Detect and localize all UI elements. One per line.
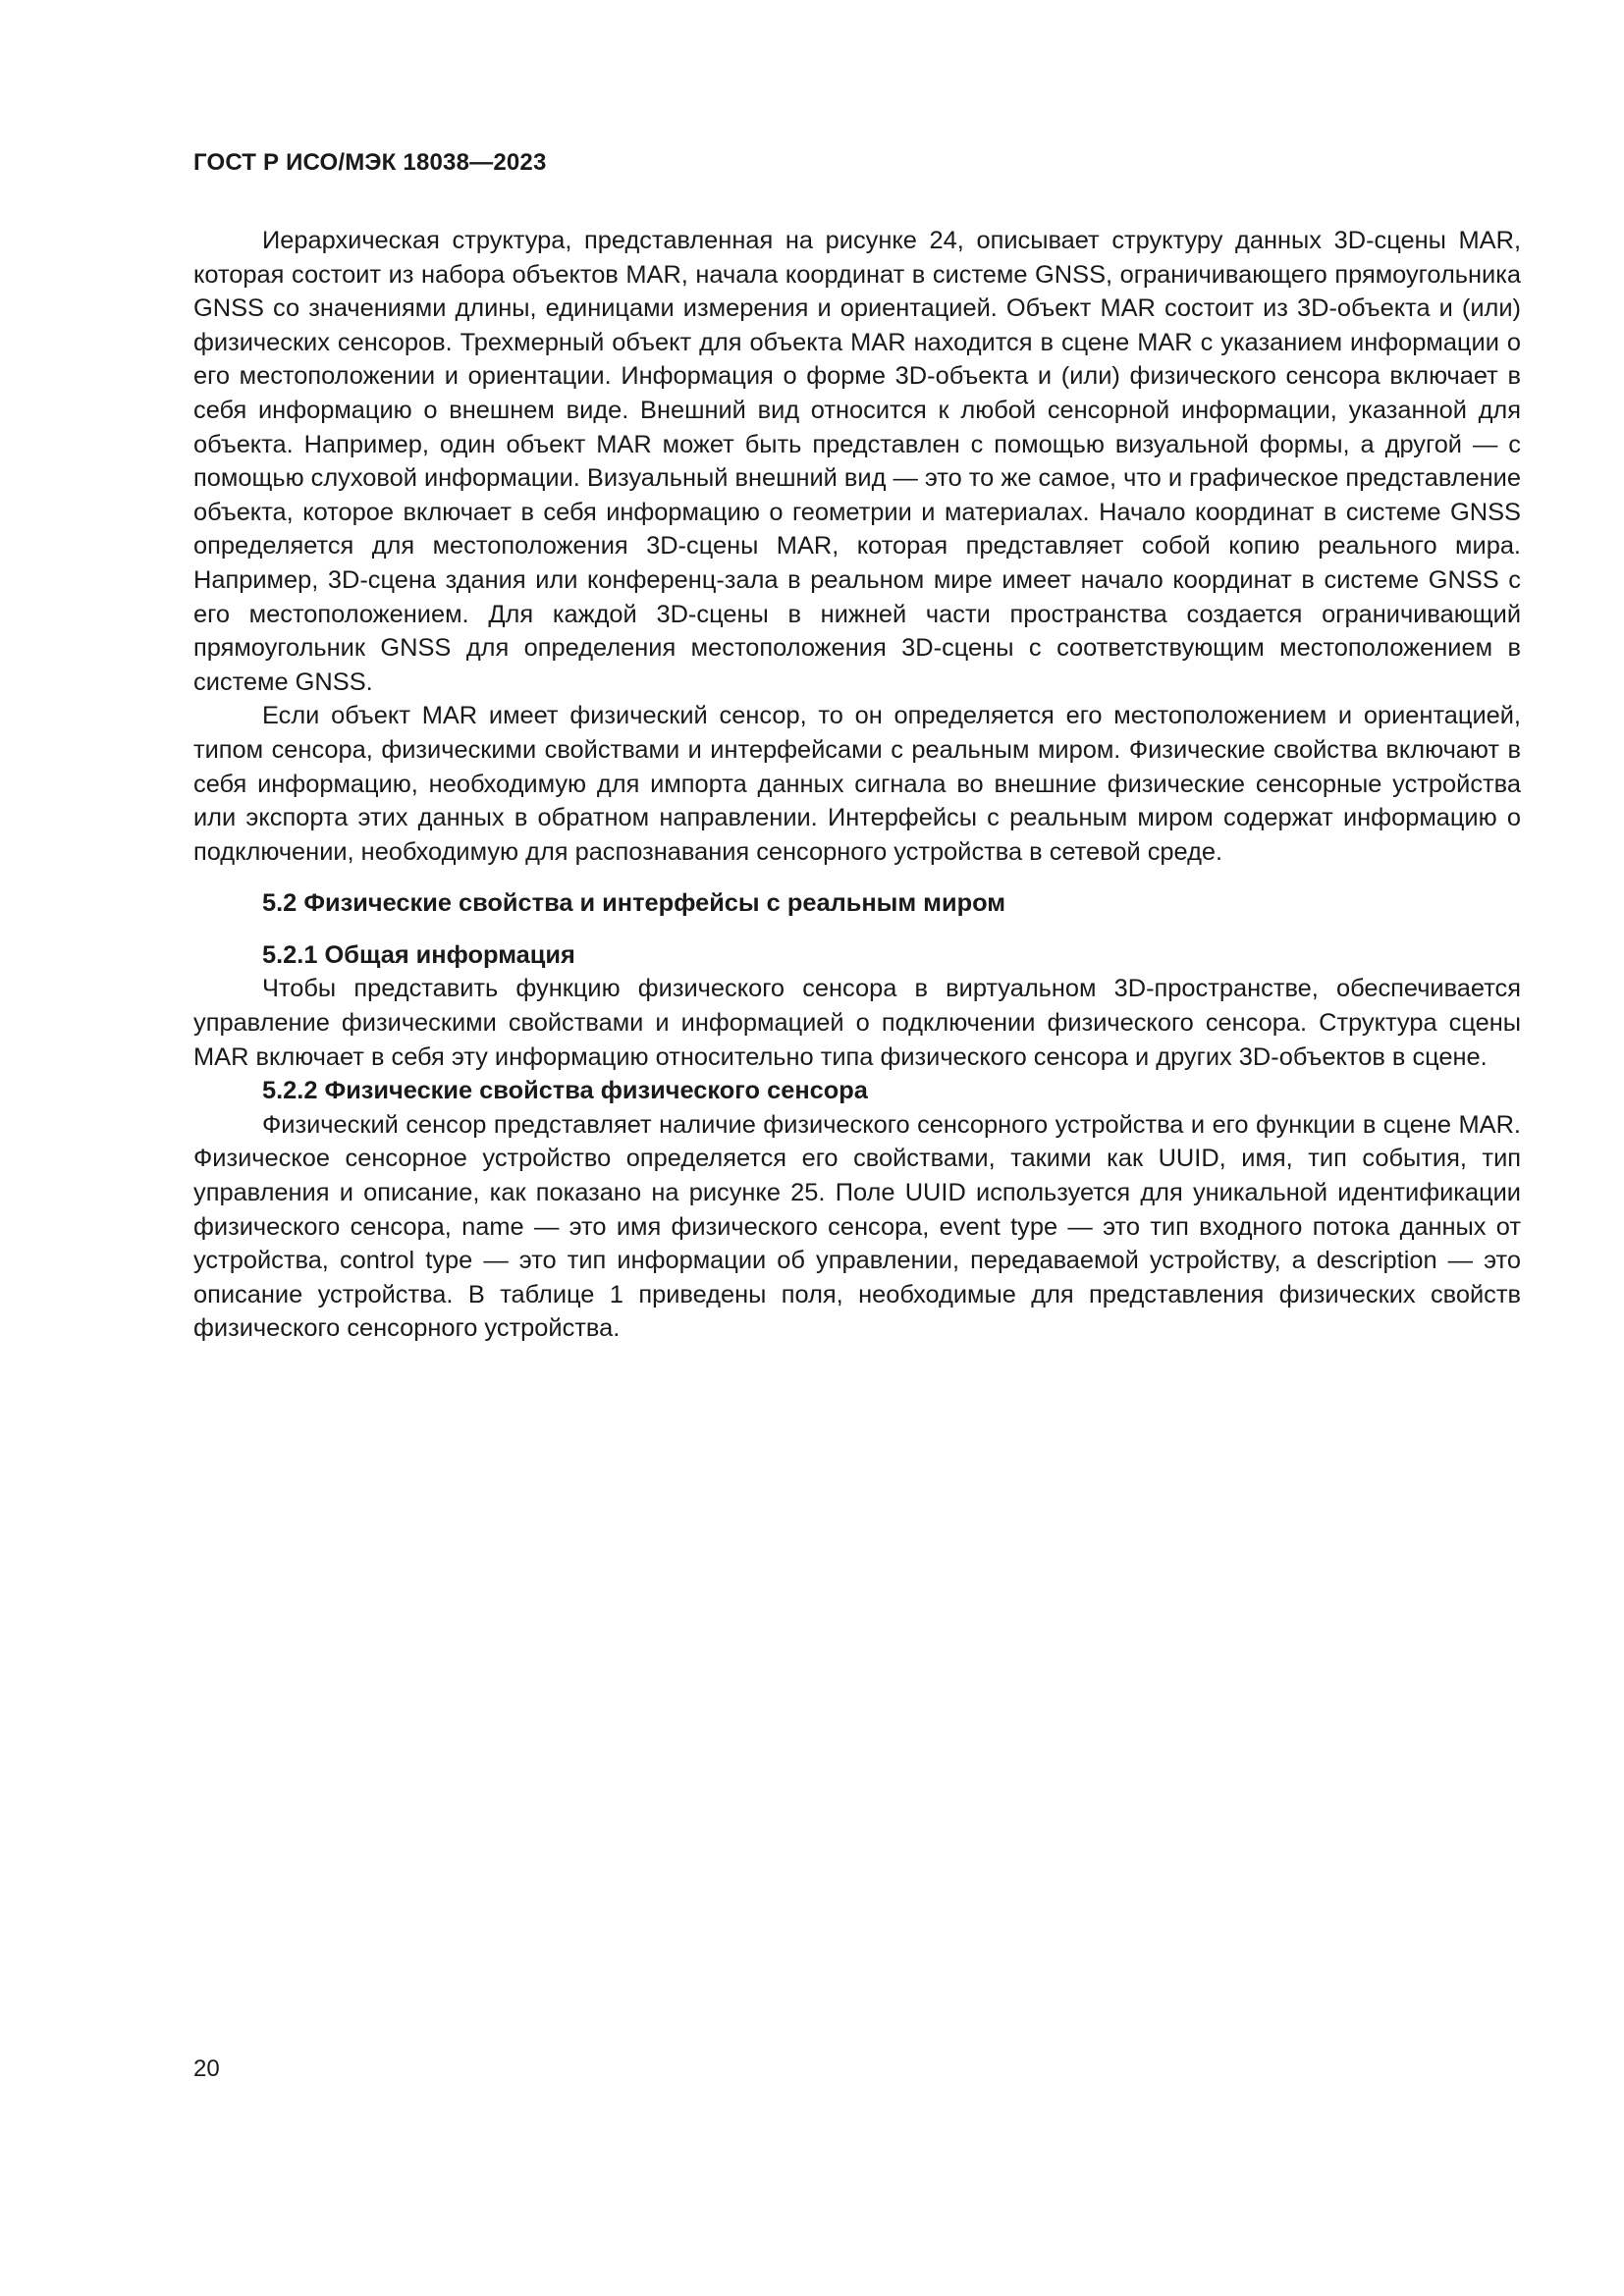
section-heading-5-2: 5.2 Физические свойства и интерфейсы с реальным миром bbox=[262, 889, 1006, 918]
page-number: 20 bbox=[193, 2056, 220, 2082]
paragraph-physical-sensor: Если объект MAR имеет физический сенсор, то он определяется его местоположением и ориентацией, типом сенсора, физическими свойствами и интерфейсами с реальным миром. Физические свойства включают в себя информацию, необходимую для импорта данных сигнала во внешние физические сенсорные устройства или экспорта этих данных в обратном направлении. Интерфейсы с реальным миром содержат информацию о подключении, необходимую для распознавания сенсорного устройства в сетевой среде. bbox=[193, 702, 1521, 866]
document-header: ГОСТ Р ИСО/МЭК 18038—2023 bbox=[193, 149, 547, 176]
document-body bbox=[193, 224, 1521, 1346]
paragraph-physical-properties: Физический сенсор представляет наличие физического сенсорного устройства и его функции в сцене MAR. Физическое сенсорное устройство определяется его свойствами, такими как UUID, имя, тип события, тип управления и описание, как показано на рисунке 25. Поле UUID используется для уникальной идентификации физического сенсора, name — это имя физического сенсора, event type — это тип входного потока данных от устройства, control type — это тип информации об управлении, передаваемой устройству, а description — это описание устройства. В таблице 1 приведены поля, необходимые для представления физических свойств физического сенсорного устройства. bbox=[193, 1110, 1521, 1343]
paragraph-hierarchy: Иерархическая структура, представленная на рисунке 24, описывает структуру данных 3D-сцены MAR, которая состоит из набора объектов MAR, начала координат в системе GNSS, ограничивающего прямоугольника GNSS со значениями длины, единицами измерения и ориентацией. Объект MAR состоит из 3D-объекта и (или) физических сенсоров. Трехмерный объект для объекта MAR находится в сцене MAR с указанием информации о его местоположении и ориентации. Информация о форме 3D-объекта и (или) физического сенсора включает в себя информацию о внешнем виде. Внешний вид относится к любой сенсорной информации, указанной для объекта. Например, один объект MAR может быть представлен с помощью визуальной формы, а другой — с помощью слуховой информации. Визуальный внешний вид — это то же самое, что и графическое представление объекта, которое включает в себя информацию о геометрии и материалах. Начало координат в системе GNSS определяется для местоположения 3D-сцены MAR, которая представляет собой копию реального мира. Например, 3D-сцена здания или конференц-зала в реальном мире имеет начало координат в системе GNSS с его местоположением. Для каждой 3D-сцены в нижней части пространства создается ограничивающий прямоугольник GNSS для определения местоположения 3D-сцены с соответствующим местоположением в системе GNSS. bbox=[193, 227, 1521, 696]
section-heading-5-2-1: 5.2.1 Общая информация bbox=[262, 940, 575, 969]
section-heading-5-2-2: 5.2.2 Физические свойства физического сенсора bbox=[262, 1077, 868, 1105]
paragraph-general-info: Чтобы представить функцию физического сенсора в виртуальном 3D-пространстве, обеспечивается управление физическими свойствами и информацией о подключении физического сенсора. Структура сцены MAR включает в себя эту информацию относительно типа физического сенсора и других 3D-объектов в сцене. bbox=[193, 975, 1521, 1071]
